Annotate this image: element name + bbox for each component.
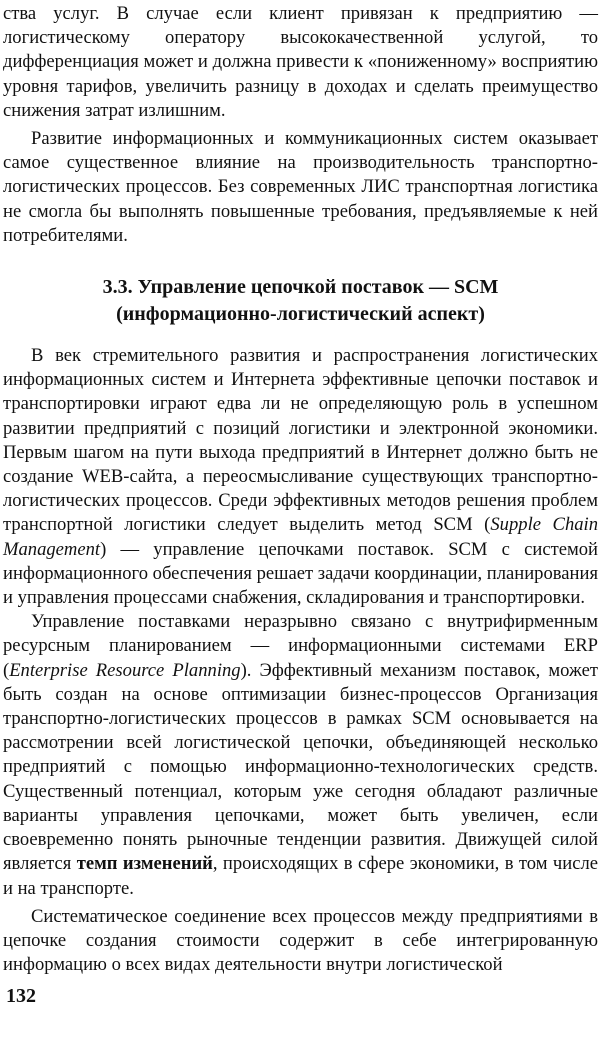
section-heading-line-1: 3.3. Управление цепочкой поставок — SCM [102,276,499,299]
paragraph-scm-intro-text: В век стремительного развития и распространения логистических информационных систем и Интернета эффективные цепочки поставок и транспортировки играют едва ли не определяющую роль в успешном развитии предприятий с позиций логистики и электронной экономики. Первым шагом на пути выхода предприятий в Интернет должно быть не создание WEB-сайта, а переосмысливание существующих транспортно-логистических процессов. Среди эффективных методов решения проблем транспортной логистики следует выделить метод SCM ( [3,345,598,536]
page-number: 132 [6,985,36,1007]
section-heading [3,274,598,328]
paragraph-continuation: ства услуг. В случае если клиент привязан к предприятию — логистическому оператору высококачественной услугой, то дифференциация может и должна привести к «пониженному» восприятию уровня тарифов, увеличить разницу в доходах и сделать преимущество снижения затрат излишним. [3,3,598,121]
paragraph-scm-intro [3,344,598,610]
paragraph-erp [3,610,598,900]
paragraph-erp-text: Управление поставками неразрывно связано с внутрифирменным ресурсным планированием — информационными системами ERP ( [3,611,598,681]
scm-term-italic: Supple Chain Management [3,514,598,560]
erp-term-italic: Enterprise Resource Planning [9,659,241,681]
paragraph-erp-tail: , происходящих в сфере экономики, в том числе и на транспорте. [3,853,599,899]
paragraph-lis-development: Развитие информационных и коммуникационных систем оказывает самое существенное влияние на производительность транспортно-логистических процессов. Без современных ЛИС транспортная логистика не смогла бы выполнять повышенные требования, предъявляемые к ней потребителями. [3,128,598,246]
pace-of-change-bold: темп изменений [76,853,213,875]
section-heading-line-2: (информационно-логистический аспект) [116,303,485,326]
paragraph-scm-intro-tail: ) — управление цепочками поставок. SCM с системой информационного обеспечения решает задачи координации, планирования и управления процессами снабжения, складирования и транспортировки. [3,538,598,609]
paragraph-systematic-connection: Систематическое соединение всех процессов между предприятиями в цепочке создания стоимости содержит в себе интегрированную информацию о всех видах деятельности внутри логистической [3,905,598,976]
paragraph-erp-middle: ). Эффективный механизм поставок, может быть создан на основе оптимизации бизнес-процессов Организация транспортно-логистических процессов в рамках SCM основывается на рассмотрении всей логистической цепочки, объединяющей несколько предприятий с помощью информационно-технологических средств. Существенный потенциал, которым уже сегодня обладают различные варианты управления цепочками, может быть увеличен, если своевременно понять рыночные тенденции развития. Движущей силой является [3,659,598,875]
